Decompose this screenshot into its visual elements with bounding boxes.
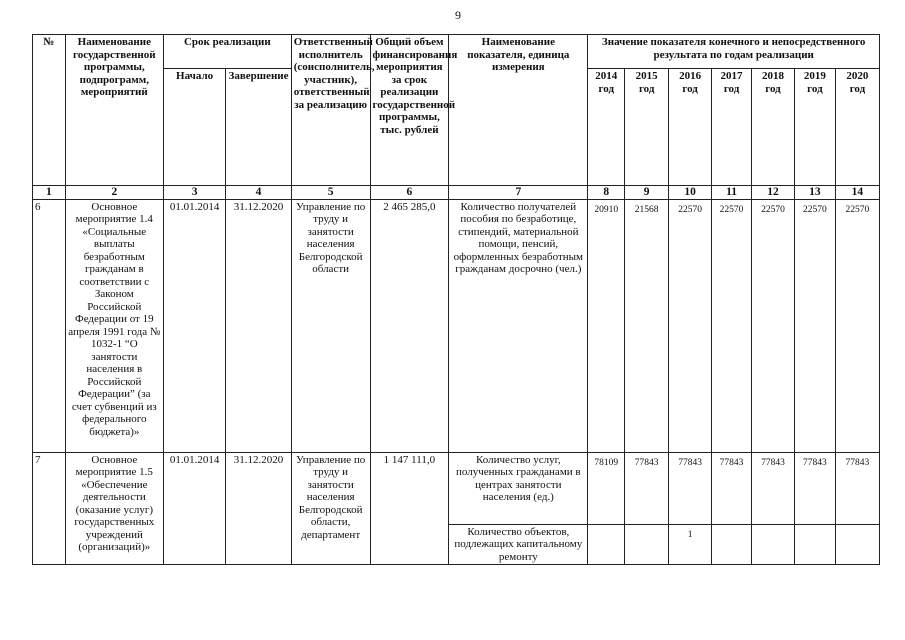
col-number: 12 [752,186,795,200]
indicator-value: 21568 [625,199,669,452]
indicator-value: 77843 [752,452,795,524]
col-number: 5 [291,186,370,200]
indicator-value: 77843 [835,452,879,524]
col-number: 9 [625,186,669,200]
header-indicator: Наименование показателя, единица измерения [449,35,588,186]
header-executor: Ответственный исполнитель (соисполнитель, участник), ответственный за реализацию [291,35,370,186]
indicator-value: 77843 [669,452,712,524]
row-number: 7 [33,452,66,565]
header-year: 2014 год [588,69,625,186]
start-date: 01.01.2014 [163,199,225,452]
indicator-name: Количество объектов, подлежащих капитальному ремонту [449,524,588,565]
executor: Управление по труду и занятости населения Белгородской области [291,199,370,452]
activity-name: Основное мероприятие 1.4 «Социальные выплаты безработным гражданам в соответствии с Законом Российской Федерации от 19 апреля 1991 года № 1032-1 “О занятости населения в Российской Федерации” (за счет субвенций из федерального бюджета)» [65,199,163,452]
indicator-name: Количество получателей пособия по безработице, стипендий, материальной помощи, пенсий, оформленных безработным гражданам досрочно (чел.) [449,199,588,452]
header-name: Наименование государственной программы, подпрограмм, мероприятий [65,35,163,186]
program-table [32,34,880,565]
col-number: 10 [669,186,712,200]
funding-amount: 2 465 285,0 [370,199,449,452]
indicator-value: 22570 [712,199,752,452]
executor: Управление по труду и занятости населения Белгородской области, департамент [291,452,370,565]
indicator-value: 77843 [712,452,752,524]
header-year: 2019 год [794,69,835,186]
indicator-value: 20910 [588,199,625,452]
col-number: 8 [588,186,625,200]
funding-amount: 1 147 111,0 [370,452,449,565]
header-year: 2016 год [669,69,712,186]
indicator-value [835,524,879,565]
row-number: 6 [33,199,66,452]
indicator-value [588,524,625,565]
indicator-name: Количество услуг, полученных гражданами в центрах занятости населения (ед.) [449,452,588,524]
indicator-value [712,524,752,565]
indicator-value: 1 [669,524,712,565]
indicator-value: 22570 [669,199,712,452]
end-date: 31.12.2020 [226,452,291,565]
column-number-row [33,186,880,200]
header-year: 2018 год [752,69,795,186]
header-end: Завершение [226,69,291,186]
col-number: 6 [370,186,449,200]
indicator-value [625,524,669,565]
col-number: 2 [65,186,163,200]
indicator-value: 22570 [794,199,835,452]
indicator-value: 77843 [625,452,669,524]
end-date: 31.12.2020 [226,199,291,452]
col-number: 13 [794,186,835,200]
col-number: 4 [226,186,291,200]
col-number: 14 [835,186,879,200]
header-row-1 [33,35,880,69]
start-date: 01.01.2014 [163,452,225,565]
header-start: Начало [163,69,225,186]
col-number: 1 [33,186,66,200]
indicator-value: 22570 [835,199,879,452]
indicator-value: 22570 [752,199,795,452]
indicator-value [752,524,795,565]
page-number: 9 [455,8,461,22]
header-values-title: Значение показателя конечного и непосредственного результата по годам реализации [588,35,880,69]
col-number: 11 [712,186,752,200]
header-funding: Общий объем финансирования мероприятия за срок реализации государственной программы, тыс. рублей [370,35,449,186]
col-number: 7 [449,186,588,200]
header-year: 2017 год [712,69,752,186]
indicator-value: 78109 [588,452,625,524]
indicator-value: 77843 [794,452,835,524]
activity-name: Основное мероприятие 1.5 «Обеспечение деятельности (оказание услуг) государственных учреждений (организаций)» [65,452,163,565]
header-period: Срок реализации [163,35,291,69]
header-year: 2020 год [835,69,879,186]
col-number: 3 [163,186,225,200]
header-no: № [33,35,66,186]
table-row [33,452,880,524]
indicator-value [794,524,835,565]
table-row [33,199,880,452]
header-year: 2015 год [625,69,669,186]
